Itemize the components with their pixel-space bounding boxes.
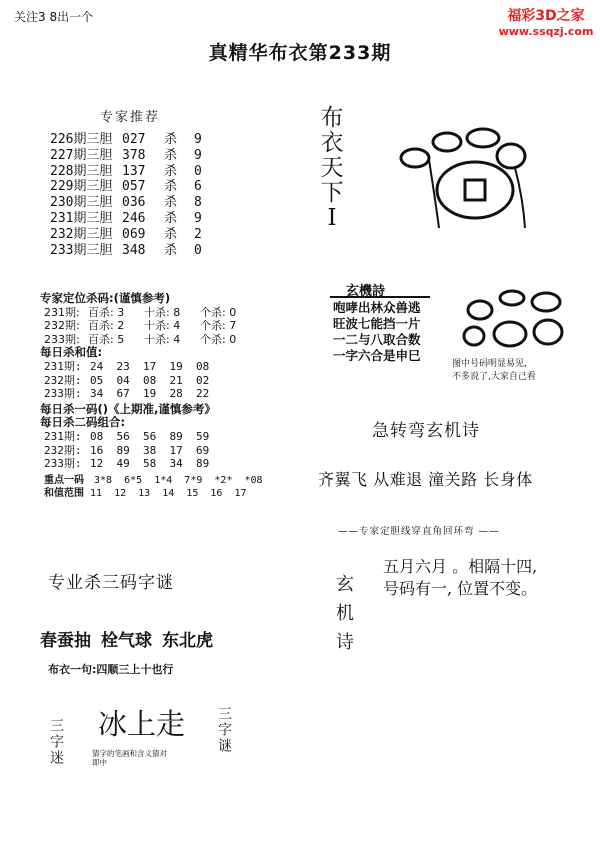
xuanji-poem (333, 300, 421, 364)
one-kill-title: 每日杀一码()《上期准,谨慎参考》 (40, 401, 216, 416)
row-issue: 231期: (44, 429, 82, 443)
poem-line: 一字六合是申巳 (333, 348, 421, 363)
row-issue: 232期: (44, 319, 80, 333)
row-nums: 246 (122, 210, 146, 226)
coin-shape (437, 162, 513, 218)
poem-line: 旺波七能挡一片 (333, 316, 421, 331)
row-kill-label: 杀 (164, 163, 178, 179)
ring-shape (464, 327, 484, 345)
row-nums: 348 (122, 242, 146, 258)
ring-shape (468, 301, 492, 319)
site-watermark (496, 5, 596, 38)
jizhuan-answer: 齐翼飞 从难退 潼关路 长身体 (318, 470, 533, 489)
row-kill-label: 杀 (164, 195, 178, 211)
ice-walk-riddle: 冰上走 (98, 707, 186, 741)
row-issue: 228期三胆 (50, 163, 113, 179)
row-issue: 226期三胆 (50, 132, 113, 147)
row-ones: 个杀: 0 (200, 305, 237, 319)
xuanji-box-title: 玄機詩 (346, 284, 386, 299)
row-nums: 057 (122, 179, 146, 195)
coin-shape (401, 149, 429, 167)
coin-shape (467, 129, 499, 147)
row-ones: 个杀: 7 (200, 319, 237, 333)
sum-kill-row (40, 374, 290, 388)
riddle-answers (40, 626, 223, 651)
sum-kill-row (40, 387, 290, 401)
key-group-label: 重点一码 (44, 474, 84, 486)
watermark-name: 福彩3D之家 (507, 8, 585, 24)
row-kill: 6 (194, 179, 202, 195)
san-zi-mi-left: 三字迷 (48, 718, 64, 766)
row-hundreds: 百杀: 5 (88, 332, 125, 346)
caption-line: 图中号码明显易见, (452, 359, 527, 369)
two-code-row (40, 444, 290, 458)
ice-walk-note: 猜字的笔画和含义猜对即中 (92, 749, 167, 767)
row-issue: 231期: (44, 359, 82, 373)
riddle-answer: 东北虎 (162, 631, 213, 651)
row-kill: 8 (194, 195, 202, 211)
page-title: 真精华布衣第233期 (208, 42, 392, 64)
two-code-row (40, 430, 290, 444)
row-kill: 0 (194, 242, 202, 258)
row-kill-label: 杀 (164, 132, 178, 147)
riddle-answer: 春蚕抽 (40, 631, 91, 651)
poem-line: 五月六月 。相隔十四, (383, 557, 538, 576)
sum-kill-title: 每日杀和值: (40, 345, 103, 360)
row-kill-label: 杀 (164, 179, 178, 195)
caption-line: 不多说了,大家自己看 (452, 372, 536, 382)
row-nums: 027 (122, 132, 146, 147)
row-values: 34 67 19 28 22 (90, 387, 210, 401)
row-values: 08 56 56 89 59 (90, 429, 210, 443)
row-kill: 9 (194, 132, 202, 147)
coins-drawing (395, 128, 535, 238)
row-values: 05 04 08 21 02 (90, 373, 210, 387)
row-tens: 十杀: 8 (144, 305, 181, 319)
row-issue: 229期三胆 (50, 179, 113, 195)
danma-row (50, 179, 202, 195)
xuanji-title-rule (330, 296, 430, 298)
row-kill-label: 杀 (164, 210, 178, 226)
row-kill: 2 (194, 226, 202, 242)
row-issue: 230期三胆 (50, 195, 113, 211)
top-note: 关注3 8出一个 (14, 10, 94, 24)
danma-row (50, 132, 202, 148)
row-issue: 232期: (44, 373, 82, 387)
two-code-title: 每日杀二码组合: (40, 415, 126, 430)
ring-drawing (460, 288, 570, 356)
poem-line: 一二与八取合数 (333, 332, 421, 347)
buyi-tianxia-vertical: 布衣天下I (320, 105, 344, 231)
sum-range-label: 和值范围 (44, 488, 84, 500)
danma-row (50, 211, 202, 227)
san-zi-mi-right: 三字谜 (216, 706, 232, 754)
expert-title: 专家推荐 (100, 110, 161, 125)
sum-range-row (40, 487, 290, 501)
danma-row (50, 227, 202, 243)
jizhuan-title: 急转弯玄机诗 (372, 421, 480, 441)
danma-row (50, 148, 202, 164)
key-group-row (40, 474, 290, 488)
position-kill-title: 专家定位杀码:(谨慎参考) (40, 291, 171, 305)
image-caption (452, 358, 536, 384)
poem-line: 咆哮出林众兽逃 (333, 300, 421, 315)
row-issue: 233期: (44, 332, 80, 346)
position-kill-row (40, 306, 290, 320)
row-values: 12 49 58 34 89 (90, 457, 210, 471)
row-hundreds: 百杀: 3 (88, 305, 125, 319)
row-hundreds: 百杀: 2 (88, 319, 125, 333)
row-values: 16 89 38 17 69 (90, 443, 210, 457)
row-nums: 069 (122, 226, 146, 242)
coin-shape (433, 133, 461, 151)
row-issue: 232期: (44, 443, 82, 457)
poem2 (383, 556, 537, 600)
row-issue: 232期三胆 (50, 226, 113, 242)
ring-shape (500, 291, 524, 305)
row-nums: 378 (122, 147, 146, 163)
riddle-answer: 栓气球 (101, 631, 152, 651)
ring-shape (494, 322, 526, 346)
row-issue: 227期三胆 (50, 147, 113, 163)
sum-range-values: 11 12 13 14 15 16 17 (90, 488, 247, 500)
riddle-title: 专业杀三码字谜 (48, 573, 174, 593)
expert-divider: ——专家定胆线穿直角回环弯 —— (338, 526, 500, 537)
coin-hole (465, 180, 485, 200)
row-issue: 233期: (44, 387, 82, 401)
position-kill-row (40, 333, 290, 347)
row-kill: 0 (194, 163, 202, 179)
position-kill-row (40, 319, 290, 333)
row-kill-label: 杀 (164, 242, 178, 258)
danma-list (50, 132, 202, 258)
row-kill-label: 杀 (164, 147, 178, 163)
row-nums: 036 (122, 195, 146, 211)
danma-row (50, 164, 202, 180)
coin-shape (497, 144, 525, 168)
row-tens: 十杀: 4 (144, 332, 181, 346)
row-kill: 9 (194, 147, 202, 163)
row-issue: 231期: (44, 305, 80, 319)
kill-sections (40, 292, 290, 501)
ring-shape (532, 293, 560, 311)
danma-row (50, 195, 202, 211)
row-kill-label: 杀 (164, 226, 178, 242)
key-group-values: 3*8 6*5 1*4 7*9 *2* *08 (94, 474, 263, 486)
row-issue: 231期三胆 (50, 210, 113, 226)
sum-kill-row (40, 360, 290, 374)
two-code-row (40, 457, 290, 471)
danma-row (50, 243, 202, 259)
ring-shape (534, 320, 562, 344)
row-ones: 个杀: 0 (200, 332, 237, 346)
row-tens: 十杀: 4 (144, 319, 181, 333)
row-values: 24 23 17 19 08 (90, 359, 210, 373)
row-issue: 233期三胆 (50, 242, 113, 258)
poem-line: 号码有一, 位置不变。 (383, 579, 538, 598)
watermark-url: www.ssqzj.com (498, 25, 594, 38)
xuanjishi-vertical: 玄机诗 (336, 574, 354, 653)
row-kill: 9 (194, 210, 202, 226)
row-issue: 233期: (44, 457, 82, 471)
row-nums: 137 (122, 163, 146, 179)
buyi-line: 布衣一句:四顺三上十也行 (48, 663, 174, 676)
